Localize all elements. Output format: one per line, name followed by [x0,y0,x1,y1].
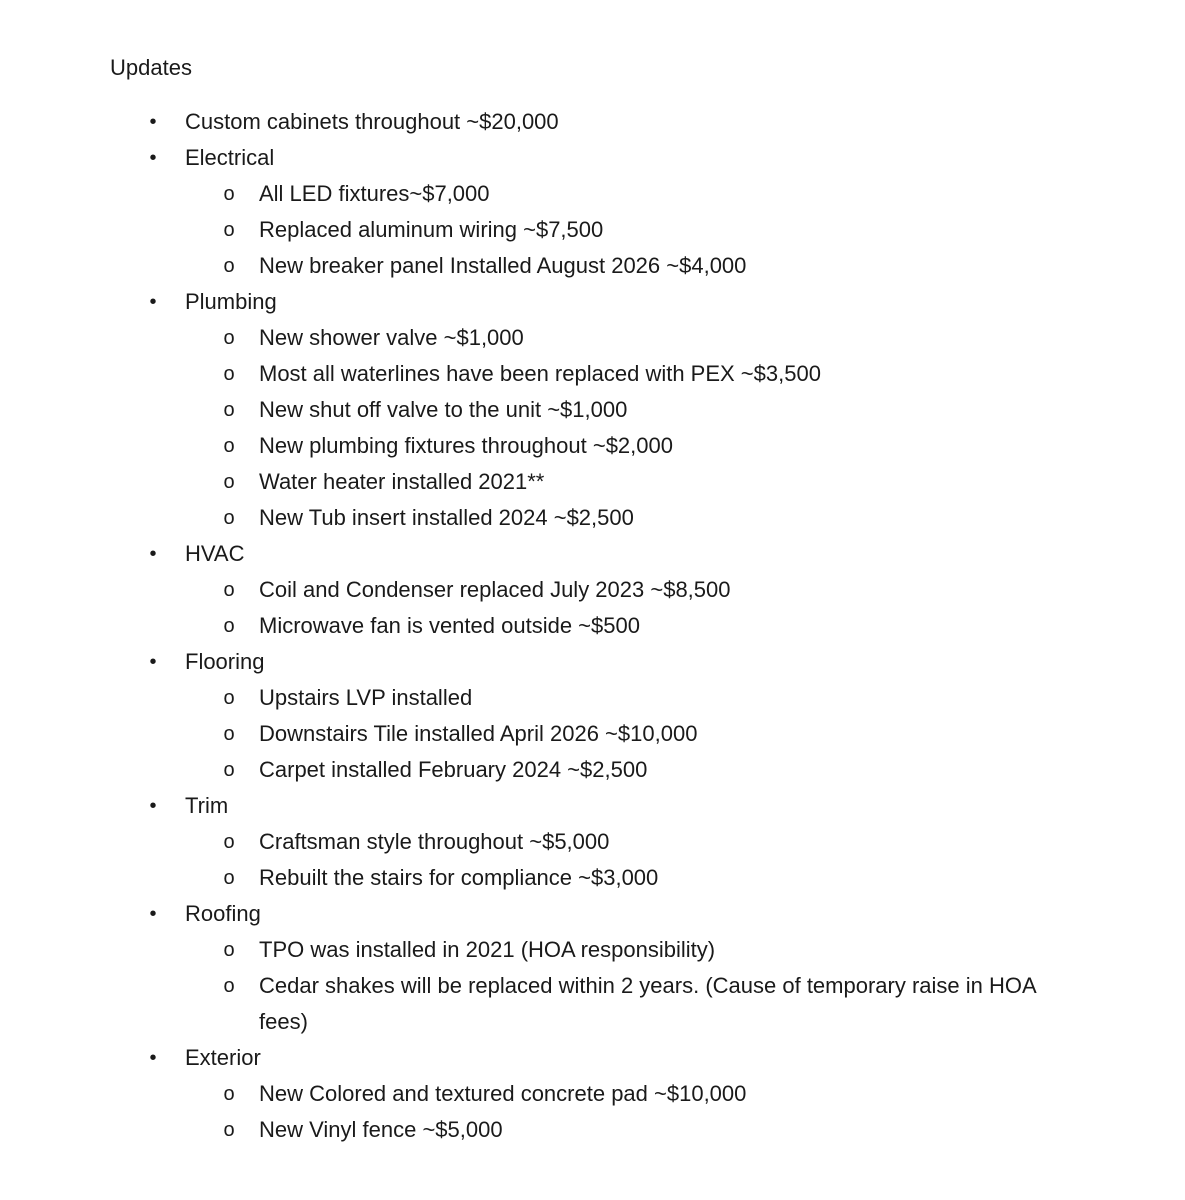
section-line [0,284,1185,320]
sub-item-text: TPO was installed in 2021 (HOA responsibility) [259,937,716,962]
sub-item-text: New plumbing fixtures throughout ~$2,000 [259,433,673,458]
sub-item-text: New Vinyl fence ~$5,000 [259,1117,503,1142]
bullet-circle-icon: o [223,507,235,529]
sub-item-text: New shut off valve to the unit ~$1,000 [259,397,628,422]
sub-item-text: Craftsman style throughout ~$5,000 [259,829,610,854]
bullet-circle-icon: o [223,723,235,745]
sub-item [0,176,1185,212]
bullet-circle-icon: o [223,867,235,889]
sub-item-text: New shower valve ~$1,000 [259,325,524,350]
section-line [0,536,1185,572]
bullet-circle-icon: o [223,471,235,493]
bullet-dot-icon: • [149,651,157,673]
bullet-dot-icon: • [149,147,157,169]
section-label: Electrical [185,145,275,170]
section-label: Plumbing [185,289,277,314]
sub-item [0,1112,1185,1148]
section-label: Exterior [185,1045,261,1070]
sub-item [0,428,1185,464]
update-section [0,104,1185,140]
update-section [0,536,1185,644]
sub-item [0,356,1185,392]
section-line [0,788,1185,824]
sub-item [0,932,1185,968]
bullet-circle-icon: o [223,687,235,709]
document-heading: Updates [110,55,192,80]
section-label: Custom cabinets throughout ~$20,000 [185,109,559,134]
bullet-dot-icon: • [149,795,157,817]
sub-item [0,320,1185,356]
sub-item [0,680,1185,716]
bullet-dot-icon: • [149,903,157,925]
bullet-circle-icon: o [223,1119,235,1141]
updates-list [0,104,1185,1148]
bullet-circle-icon: o [223,183,235,205]
sub-item [0,212,1185,248]
update-section [0,1040,1185,1148]
sub-item [0,752,1185,788]
section-line [0,104,1185,140]
bullet-circle-icon: o [223,615,235,637]
sub-item-text: Rebuilt the stairs for compliance ~$3,000 [259,865,659,890]
sub-item-text: Upstairs LVP installed [259,685,473,710]
bullet-circle-icon: o [223,831,235,853]
bullet-circle-icon: o [223,1083,235,1105]
update-section [0,140,1185,284]
sub-item-text: Most all waterlines have been replaced with PEX ~$3,500 [259,361,821,386]
sub-item [0,824,1185,860]
bullet-circle-icon: o [223,579,235,601]
bullet-dot-icon: • [149,543,157,565]
section-line [0,644,1185,680]
section-line [0,140,1185,176]
sub-item-text: New Tub insert installed 2024 ~$2,500 [259,505,634,530]
update-section [0,896,1185,1040]
bullet-circle-icon: o [223,255,235,277]
bullet-circle-icon: o [223,327,235,349]
section-label: Trim [185,793,229,818]
update-section [0,644,1185,788]
sub-item-text: Replaced aluminum wiring ~$7,500 [259,217,604,242]
bullet-circle-icon: o [223,435,235,457]
bullet-circle-icon: o [223,219,235,241]
sub-item [0,392,1185,428]
sub-item-text: Carpet installed February 2024 ~$2,500 [259,757,648,782]
bullet-circle-icon: o [223,975,235,997]
sub-item-text: All LED fixtures~$7,000 [259,181,490,206]
bullet-circle-icon: o [223,399,235,421]
sub-item [0,1076,1185,1112]
sub-item [0,500,1185,536]
section-label: Flooring [185,649,265,674]
sub-item [0,464,1185,500]
sub-item [0,608,1185,644]
sub-item [0,248,1185,284]
bullet-dot-icon: • [149,111,157,133]
sub-item [0,716,1185,752]
sub-item [0,968,1185,1040]
section-line [0,896,1185,932]
bullet-dot-icon: • [149,1047,157,1069]
sub-item [0,572,1185,608]
sub-item-text: Coil and Condenser replaced July 2023 ~$8,500 [259,577,731,602]
bullet-dot-icon: • [149,291,157,313]
bullet-circle-icon: o [223,759,235,781]
sub-item-text: Downstairs Tile installed April 2026 ~$10,000 [259,721,698,746]
sub-item [0,860,1185,896]
sub-item-text: Cedar shakes will be replaced within 2 years. (Cause of temporary raise in HOA fees) [259,973,1036,1034]
section-label: Roofing [185,901,261,926]
sub-item-text: Water heater installed 2021** [259,469,545,494]
update-section [0,788,1185,896]
section-label: HVAC [185,541,245,566]
bullet-circle-icon: o [223,363,235,385]
sub-item-text: Microwave fan is vented outside ~$500 [259,613,640,638]
section-line [0,1040,1185,1076]
update-section [0,284,1185,536]
sub-item-text: New breaker panel Installed August 2026 ~$4,000 [259,253,747,278]
bullet-circle-icon: o [223,939,235,961]
sub-item-text: New Colored and textured concrete pad ~$10,000 [259,1081,747,1106]
